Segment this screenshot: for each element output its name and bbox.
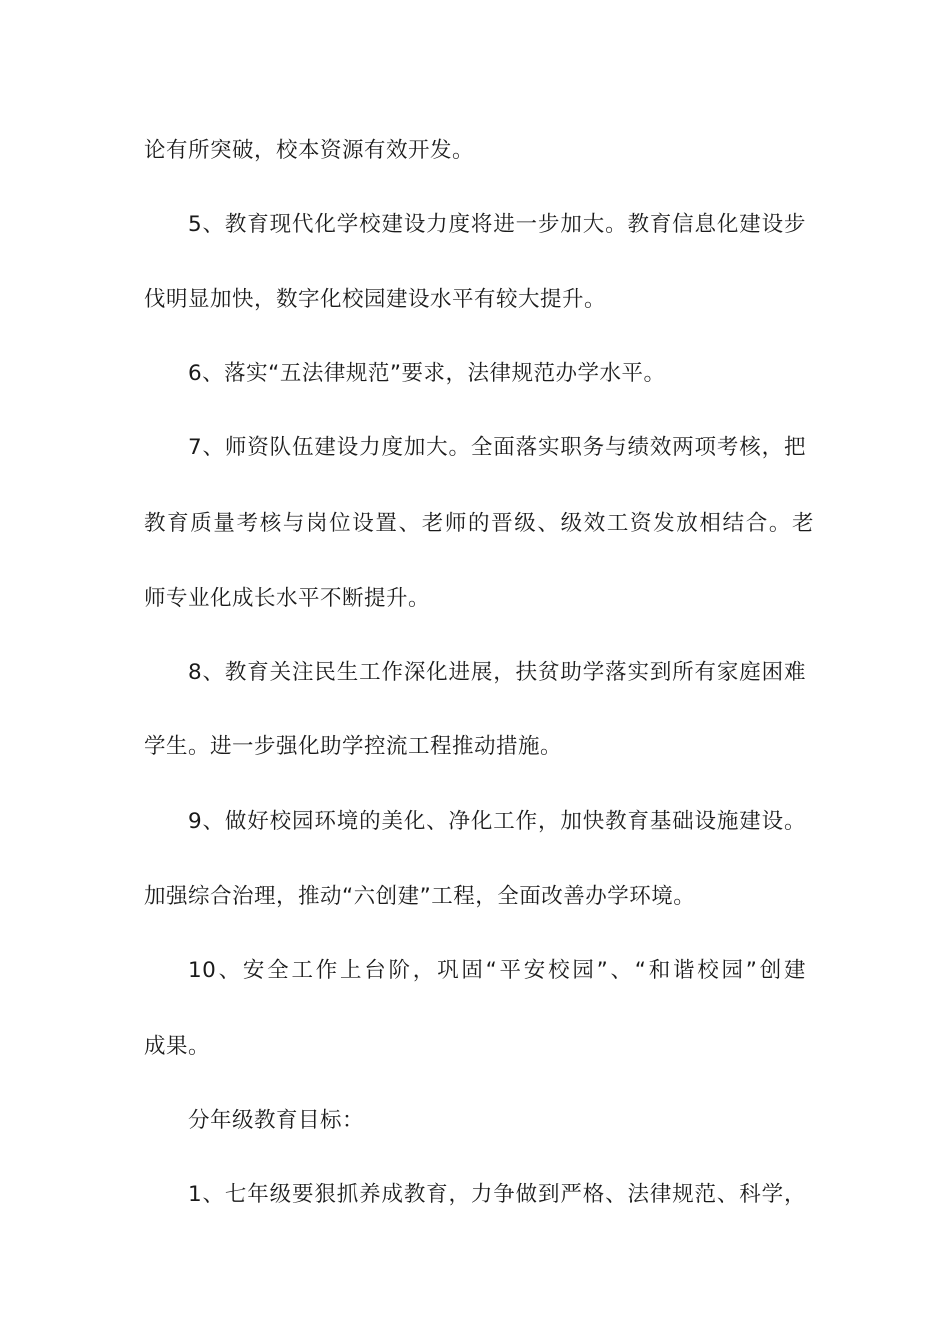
paragraph-item-8-line-2: 学生。进一步强化助学控流工程推动措施。: [144, 734, 563, 759]
paragraph-item-7-line-2: 教育质量考核与岗位设置、老师的晋级、级效工资发放相结合。老: [144, 511, 814, 536]
paragraph-grade-goal-1: 1、七年级要狠抓养成教育，力争做到严格、法律规范、科学，: [188, 1182, 806, 1207]
paragraph-item-9-line-1: 9、做好校园环境的美化、净化工作，加快教育基础设施建设。: [188, 809, 806, 834]
paragraph-item-5-line-2: 伐明显加快，数字化校园建设水平有较大提升。: [144, 287, 607, 312]
paragraph-item-6: 6、落实“五法律规范”要求，法律规范办学水平。: [188, 361, 666, 386]
paragraph-item-10-line-1: 10、安全工作上台阶，巩固“平安校园”、“和谐校园”创建: [188, 958, 806, 983]
paragraph-item-9-line-2: 加强综合治理，推动“六创建”工程，全面改善办学环境。: [144, 884, 696, 909]
paragraph-item-10-line-2: 成果。: [144, 1034, 211, 1059]
paragraph-item-7-line-1: 7、师资队伍建设力度加大。全面落实职务与绩效两项考核，把: [188, 435, 806, 460]
section-heading-grade-goals: 分年级教育目标：: [188, 1108, 365, 1133]
paragraph-line: 论有所突破，校本资源有效开发。: [144, 138, 475, 163]
paragraph-item-5-line-1: 5、教育现代化学校建设力度将进一步加大。教育信息化建设步: [188, 212, 806, 237]
paragraph-item-7-line-3: 师专业化成长水平不断提升。: [144, 586, 431, 611]
paragraph-item-8-line-1: 8、教育关注民生工作深化进展，扶贫助学落实到所有家庭困难: [188, 660, 806, 685]
